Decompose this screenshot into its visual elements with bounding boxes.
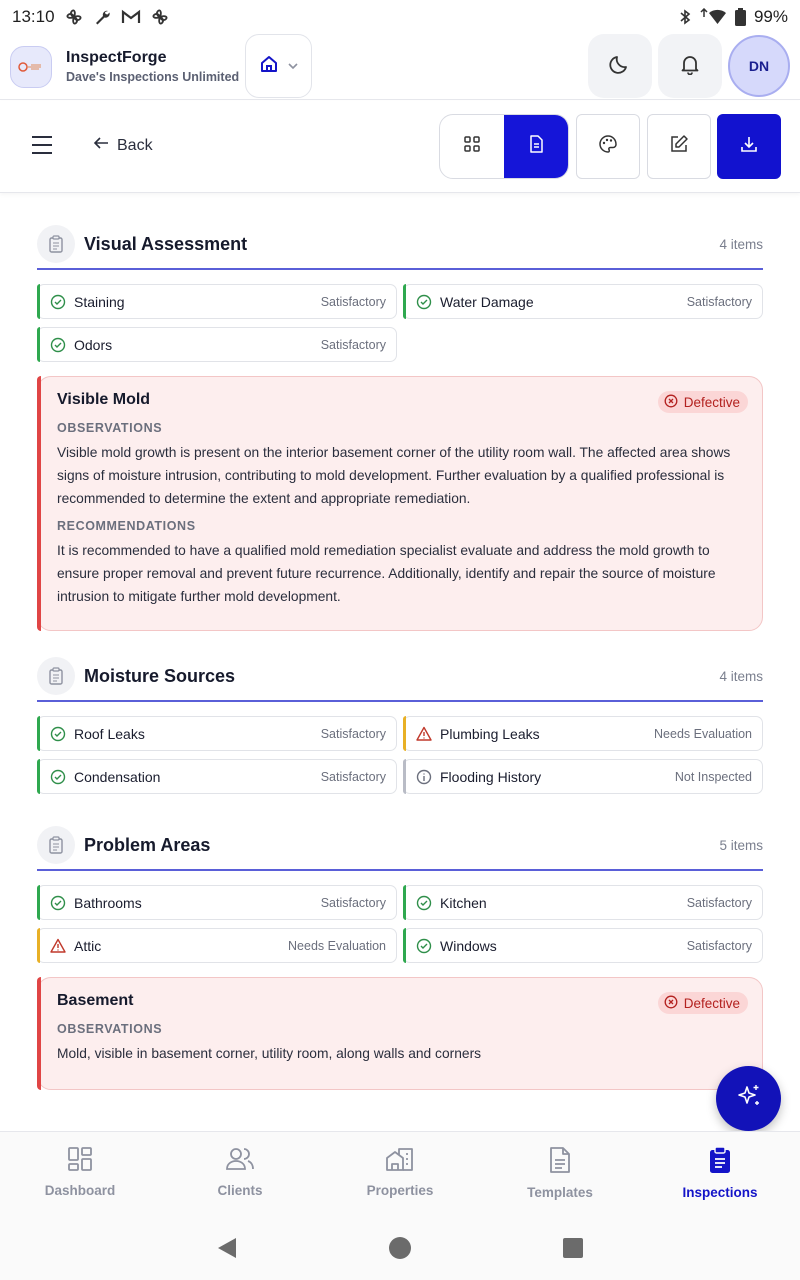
recommendations-label: RECOMMENDATIONS bbox=[57, 519, 196, 533]
grid-view-toggle[interactable] bbox=[440, 115, 504, 178]
battery-icon bbox=[735, 8, 746, 26]
item-grid bbox=[37, 885, 763, 963]
item-status: Satisfactory bbox=[686, 938, 752, 953]
section-header bbox=[37, 220, 763, 270]
building-icon bbox=[385, 1146, 415, 1177]
item-bathrooms[interactable] bbox=[37, 885, 397, 920]
item-label: Kitchen bbox=[440, 894, 487, 911]
app-logo[interactable] bbox=[10, 46, 52, 88]
nav-templates[interactable] bbox=[480, 1132, 640, 1221]
badge-label: Defective bbox=[683, 394, 740, 410]
x-circle-icon bbox=[664, 394, 678, 411]
nav-dashboard[interactable] bbox=[0, 1132, 160, 1221]
observations-label: OBSERVATIONS bbox=[57, 421, 163, 435]
fan-icon-2 bbox=[151, 8, 169, 26]
item-label: Condensation bbox=[74, 768, 161, 785]
section-count: 4 items bbox=[719, 668, 763, 684]
item-label: Staining bbox=[74, 293, 125, 310]
check-circle-icon bbox=[416, 294, 432, 310]
item-odors[interactable] bbox=[37, 327, 397, 362]
home-icon bbox=[259, 54, 279, 79]
x-circle-icon bbox=[664, 995, 678, 1012]
download-icon bbox=[739, 134, 759, 159]
recommendations-text: It is recommended to have a qualified mold remediation specialist evaluate and address the mold growth to ensure proper removal and prevent future recurrence. Additionally, identify and repair the source of moisture intrusion to mitigate further mold development. bbox=[57, 543, 716, 604]
item-grid bbox=[37, 716, 763, 794]
clipboard-icon bbox=[37, 826, 75, 864]
nav-label: Clients bbox=[217, 1183, 263, 1198]
chevron-down-icon bbox=[287, 57, 299, 75]
item-grid bbox=[37, 284, 763, 362]
dashboard-icon bbox=[67, 1146, 93, 1177]
clipboard-list-icon bbox=[708, 1146, 732, 1179]
item-status: Needs Evaluation bbox=[654, 726, 752, 741]
status-badge bbox=[658, 992, 748, 1014]
section-count: 5 items bbox=[719, 837, 763, 853]
nav-label: Dashboard bbox=[44, 1183, 116, 1198]
report-view-toggle[interactable] bbox=[504, 115, 568, 178]
defect-card-basement[interactable] bbox=[37, 977, 763, 1090]
item-label: Odors bbox=[74, 336, 113, 353]
item-flooding-history[interactable] bbox=[403, 759, 763, 794]
user-avatar[interactable]: DN bbox=[728, 35, 790, 97]
status-time: 13:10 bbox=[12, 7, 55, 26]
section-moisture-sources bbox=[37, 652, 763, 794]
back-button[interactable] bbox=[93, 136, 153, 155]
item-roof-leaks[interactable] bbox=[37, 716, 397, 751]
grid-icon bbox=[463, 135, 481, 158]
item-status: Not Inspected bbox=[674, 769, 752, 784]
nav-inspections[interactable] bbox=[640, 1132, 800, 1221]
info-circle-icon bbox=[416, 769, 432, 785]
item-condensation[interactable] bbox=[37, 759, 397, 794]
item-water-damage[interactable] bbox=[403, 284, 763, 319]
section-visual-assessment bbox=[37, 220, 763, 631]
download-button[interactable] bbox=[717, 114, 781, 179]
item-label: Attic bbox=[74, 937, 102, 954]
section-header bbox=[37, 821, 763, 871]
section-header bbox=[37, 652, 763, 702]
check-circle-icon bbox=[50, 726, 66, 742]
item-status: Satisfactory bbox=[320, 769, 386, 784]
bell-icon bbox=[679, 53, 701, 80]
document-icon bbox=[527, 135, 545, 158]
arrow-left-icon bbox=[93, 136, 109, 155]
dark-mode-button[interactable] bbox=[588, 34, 652, 98]
item-label: Plumbing Leaks bbox=[440, 725, 540, 742]
moon-icon bbox=[609, 53, 631, 80]
fan-icon bbox=[65, 8, 83, 26]
menu-button[interactable] bbox=[30, 134, 54, 161]
observations-label: OBSERVATIONS bbox=[57, 1022, 163, 1036]
item-status: Satisfactory bbox=[320, 294, 386, 309]
palette-icon bbox=[598, 134, 618, 159]
home-dropdown-button[interactable] bbox=[245, 34, 312, 98]
file-text-icon bbox=[548, 1146, 572, 1179]
hamburger-icon bbox=[30, 143, 54, 160]
item-status: Satisfactory bbox=[320, 726, 386, 741]
brand-block bbox=[66, 49, 239, 84]
item-staining[interactable] bbox=[37, 284, 397, 319]
section-title: Problem Areas bbox=[84, 834, 211, 855]
item-status: Satisfactory bbox=[320, 337, 386, 352]
section-count: 4 items bbox=[719, 236, 763, 252]
check-circle-icon bbox=[416, 938, 432, 954]
nav-label: Inspections bbox=[682, 1185, 758, 1200]
check-circle-icon bbox=[416, 895, 432, 911]
item-kitchen[interactable] bbox=[403, 885, 763, 920]
system-back-icon[interactable] bbox=[216, 1236, 238, 1265]
report-toolbar bbox=[0, 101, 800, 193]
badge-label: Defective bbox=[683, 995, 740, 1011]
clipboard-icon bbox=[37, 657, 75, 695]
item-windows[interactable] bbox=[403, 928, 763, 963]
view-toggle bbox=[439, 114, 569, 179]
battery-level: 99% bbox=[753, 7, 788, 26]
item-label: Bathrooms bbox=[74, 894, 142, 911]
notifications-button[interactable] bbox=[658, 34, 722, 98]
nav-properties[interactable] bbox=[320, 1132, 480, 1221]
item-label: Windows bbox=[440, 937, 497, 954]
check-circle-icon bbox=[50, 337, 66, 353]
wrench-icon bbox=[93, 8, 111, 26]
item-status: Satisfactory bbox=[686, 895, 752, 910]
gmail-icon bbox=[121, 9, 141, 25]
section-title: Moisture Sources bbox=[84, 665, 236, 686]
bottom-navigation bbox=[0, 1131, 800, 1221]
defect-title: Visible Mold bbox=[57, 391, 151, 408]
nav-clients[interactable] bbox=[160, 1132, 320, 1221]
wifi-icon bbox=[699, 8, 727, 26]
status-badge bbox=[658, 391, 748, 413]
item-attic[interactable] bbox=[37, 928, 397, 963]
section-title: Visual Assessment bbox=[84, 233, 248, 254]
nav-label: Templates bbox=[527, 1185, 593, 1200]
check-circle-icon bbox=[50, 895, 66, 911]
clipboard-icon bbox=[37, 225, 75, 263]
system-navigation-bar bbox=[0, 1221, 800, 1280]
item-status: Satisfactory bbox=[320, 895, 386, 910]
report-content bbox=[0, 194, 800, 1131]
bluetooth-icon bbox=[679, 8, 691, 26]
ai-assist-button[interactable] bbox=[716, 1066, 781, 1131]
defect-card-visible-mold[interactable] bbox=[37, 376, 763, 631]
app-name: InspectForge bbox=[66, 49, 167, 66]
item-label: Flooding History bbox=[440, 768, 542, 785]
nav-label: Properties bbox=[366, 1183, 434, 1198]
back-label: Back bbox=[117, 136, 153, 154]
sparkles-icon bbox=[735, 1082, 763, 1115]
section-problem-areas bbox=[37, 821, 763, 1090]
item-label: Roof Leaks bbox=[74, 725, 145, 742]
warning-triangle-icon bbox=[416, 726, 432, 742]
theme-button[interactable] bbox=[576, 114, 640, 179]
warning-triangle-icon bbox=[50, 938, 66, 954]
edit-button[interactable] bbox=[647, 114, 711, 179]
item-status: Needs Evaluation bbox=[288, 938, 386, 953]
app-header bbox=[0, 34, 800, 100]
check-circle-icon bbox=[50, 294, 66, 310]
system-recents-icon[interactable] bbox=[562, 1237, 584, 1264]
item-label: Water Damage bbox=[440, 293, 534, 310]
observations-text: Mold, visible in basement corner, utility room, along walls and corners bbox=[57, 1046, 482, 1061]
status-bar bbox=[0, 0, 800, 34]
defect-title: Basement bbox=[57, 992, 134, 1009]
system-home-icon[interactable] bbox=[388, 1236, 412, 1265]
company-name: Dave's Inspections Unlimited bbox=[66, 70, 240, 84]
observations-text: Visible mold growth is present on the interior basement corner of the utility room wall. The affected area shows signs of moisture intrusion, contributing to mold development. Further evaluation by a qualified professional is recommended to determine the extent and appropriate remediation. bbox=[57, 445, 731, 506]
item-status: Satisfactory bbox=[686, 294, 752, 309]
users-icon bbox=[225, 1146, 255, 1177]
check-circle-icon bbox=[50, 769, 66, 785]
item-plumbing-leaks[interactable] bbox=[403, 716, 763, 751]
edit-icon bbox=[669, 134, 689, 159]
